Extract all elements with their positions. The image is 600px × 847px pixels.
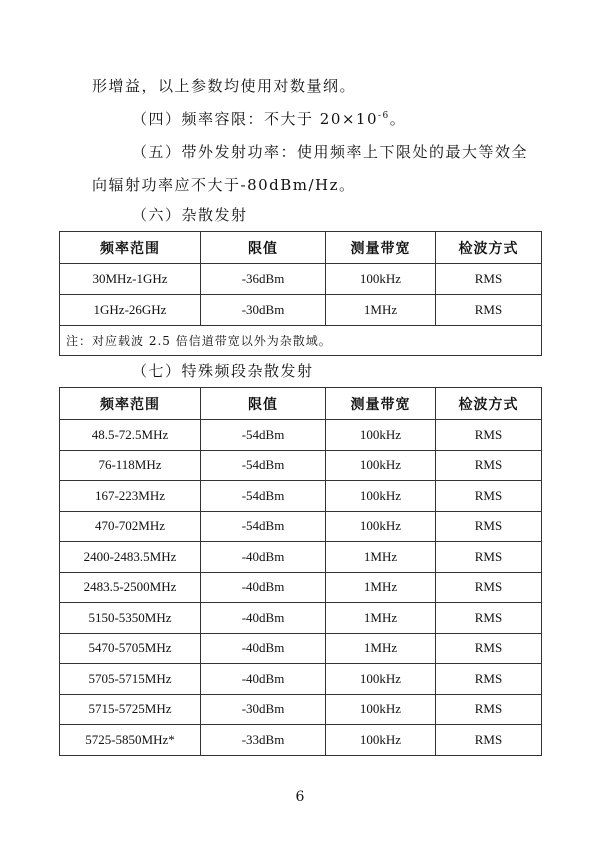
cell-frequency-range: 2400-2483.5MHz <box>60 542 201 573</box>
cell-limit: -36dBm <box>201 264 326 295</box>
cell-limit: -54dBm <box>201 450 326 481</box>
spurious-emission-table <box>59 231 542 356</box>
cell-limit: -40dBm <box>201 603 326 634</box>
cell-limit: -33dBm <box>201 725 326 756</box>
paragraph-line-1: 形增益，以上参数均使用对数量纲。 <box>92 77 357 95</box>
table-row <box>60 450 542 481</box>
table-row <box>60 481 542 512</box>
cell-detector: RMS <box>436 295 542 326</box>
cell-measurement-bandwidth: 1MHz <box>326 603 436 634</box>
cell-detector: RMS <box>436 664 542 695</box>
cell-detector: RMS <box>436 633 542 664</box>
table-note-row <box>60 326 542 356</box>
cell-detector: RMS <box>436 603 542 634</box>
frequency-tolerance-line <box>132 109 406 129</box>
cell-measurement-bandwidth: 100kHz <box>326 450 436 481</box>
cell-limit: -40dBm <box>201 664 326 695</box>
cell-measurement-bandwidth: 100kHz <box>326 264 436 295</box>
table-note: 注：对应载波 2.5 倍信道带宽以外为杂散域。 <box>60 326 542 356</box>
cell-limit: -54dBm <box>201 511 326 542</box>
cell-detector: RMS <box>436 572 542 603</box>
cell-frequency-range: 5150-5350MHz <box>60 603 201 634</box>
table-row <box>60 603 542 634</box>
header-frequency-range: 频率范围 <box>60 388 201 420</box>
cell-measurement-bandwidth: 100kHz <box>326 481 436 512</box>
cell-measurement-bandwidth: 100kHz <box>326 420 436 451</box>
table-row <box>60 264 542 295</box>
cell-detector: RMS <box>436 481 542 512</box>
table-row <box>60 694 542 725</box>
cell-limit: -30dBm <box>201 694 326 725</box>
header-frequency-range: 频率范围 <box>60 232 201 264</box>
cell-limit: -54dBm <box>201 420 326 451</box>
table-header-row <box>60 232 542 264</box>
out-of-band-line-2: 向辐射功率应不大于-80dBm/Hz。 <box>92 176 356 194</box>
cell-measurement-bandwidth: 100kHz <box>326 511 436 542</box>
cell-frequency-range: 167-223MHz <box>60 481 201 512</box>
cell-limit: -54dBm <box>201 481 326 512</box>
special-table-body <box>60 420 542 756</box>
cell-detector: RMS <box>436 420 542 451</box>
cell-detector: RMS <box>436 450 542 481</box>
cell-frequency-range: 1GHz-26GHz <box>60 295 201 326</box>
table-row <box>60 572 542 603</box>
header-detector: 检波方式 <box>436 232 542 264</box>
cell-measurement-bandwidth: 100kHz <box>326 664 436 695</box>
cell-frequency-range: 48.5-72.5MHz <box>60 420 201 451</box>
table-row <box>60 420 542 451</box>
cell-limit: -40dBm <box>201 633 326 664</box>
section-heading-spurious: （六）杂散发射 <box>132 206 248 224</box>
cell-detector: RMS <box>436 694 542 725</box>
table-row <box>60 633 542 664</box>
frequency-tolerance-end: 。 <box>389 110 407 128</box>
cell-limit: -30dBm <box>201 295 326 326</box>
cell-frequency-range: 5705-5715MHz <box>60 664 201 695</box>
cell-detector: RMS <box>436 542 542 573</box>
table-row <box>60 511 542 542</box>
cell-detector: RMS <box>436 264 542 295</box>
cell-frequency-range: 2483.5-2500MHz <box>60 572 201 603</box>
cell-detector: RMS <box>436 511 542 542</box>
cell-limit: -40dBm <box>201 542 326 573</box>
cell-limit: -40dBm <box>201 572 326 603</box>
cell-measurement-bandwidth: 1MHz <box>326 572 436 603</box>
cell-frequency-range: 5715-5725MHz <box>60 694 201 725</box>
frequency-tolerance-text: （四）频率容限：不大于 20×10 <box>132 110 379 128</box>
out-of-band-line-1: （五）带外发射功率：使用频率上下限处的最大等效全 <box>132 143 529 161</box>
special-band-spurious-table <box>59 387 542 756</box>
table-row <box>60 725 542 756</box>
table-row <box>60 542 542 573</box>
exponent: -6 <box>378 111 390 121</box>
table-row <box>60 664 542 695</box>
header-measurement-bandwidth: 测量带宽 <box>326 232 436 264</box>
cell-measurement-bandwidth: 1MHz <box>326 295 436 326</box>
cell-frequency-range: 5470-5705MHz <box>60 633 201 664</box>
cell-measurement-bandwidth: 100kHz <box>326 694 436 725</box>
header-detector: 检波方式 <box>436 388 542 420</box>
table-row <box>60 295 542 326</box>
cell-frequency-range: 470-702MHz <box>60 511 201 542</box>
cell-detector: RMS <box>436 725 542 756</box>
cell-measurement-bandwidth: 1MHz <box>326 542 436 573</box>
cell-measurement-bandwidth: 1MHz <box>326 633 436 664</box>
cell-frequency-range: 30MHz-1GHz <box>60 264 201 295</box>
header-limit: 限值 <box>201 388 326 420</box>
table-header-row <box>60 388 542 420</box>
header-limit: 限值 <box>201 232 326 264</box>
cell-frequency-range: 76-118MHz <box>60 450 201 481</box>
page-number: 6 <box>295 789 305 805</box>
section-heading-special-spurious: （七）特殊频段杂散发射 <box>132 362 314 380</box>
cell-frequency-range: 5725-5850MHz* <box>60 725 201 756</box>
header-measurement-bandwidth: 测量带宽 <box>326 388 436 420</box>
cell-measurement-bandwidth: 100kHz <box>326 725 436 756</box>
